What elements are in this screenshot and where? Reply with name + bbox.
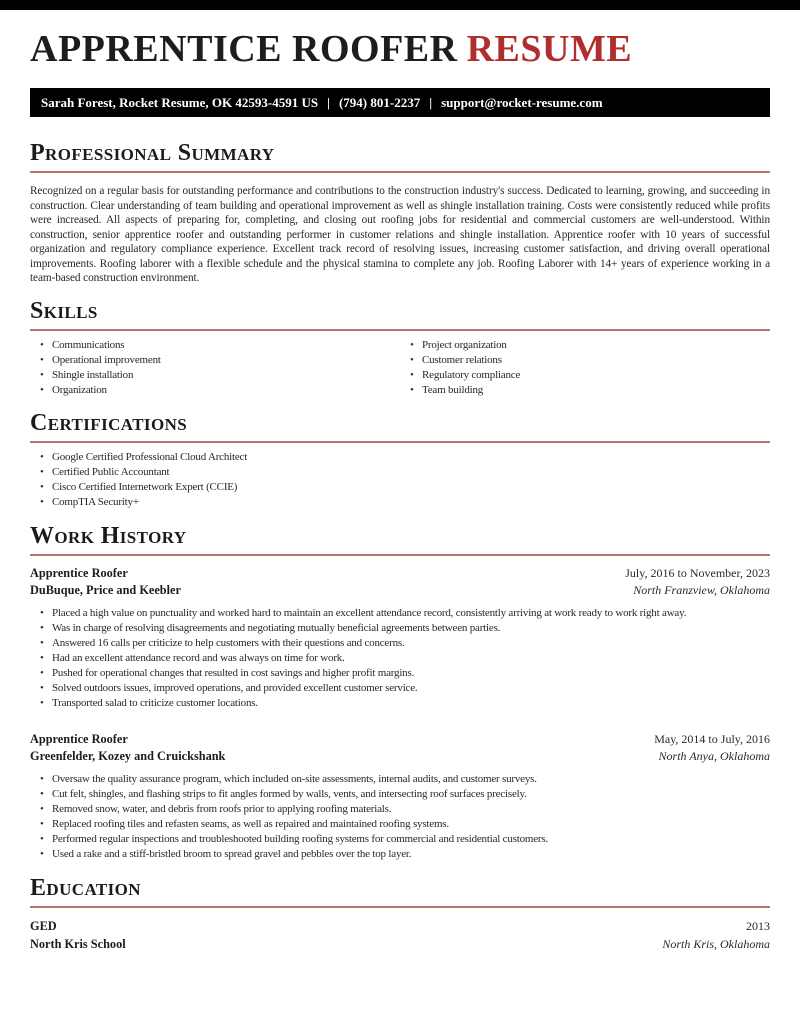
- job-location: North Anya, Oklahoma: [658, 748, 770, 763]
- summary-body: Recognized on a regular basis for outstanding performance and contributions to the construction industry's success. Dedicated to learning, growing, and succeeding in construction. Clear understanding of team building and operational improvement as well as shingle installation training. Costs were consistently reduced while profits were increased. All aspects of preparing for, completing, and closing out roofing jobs for residential and commercial customers are well-understood. Within construction, senior apprentice roofer and outstanding performer in customer relations and shingle installation. Apprentice roofer with 10 years of successful organization and regulatory compliance experience. Excellent track record of resolving issues, increasing customer satisfaction, and driving overall operational improvements. Roofing laborer with a flexible schedule and the physical stamina to complete any job. Roofing Laborer with 14+ years of experience working in a team-based construction environment.: [30, 185, 770, 284]
- job-bullet: • Replaced roofing tiles and refasten seams, as well as repaired and maintained roofing systems.: [30, 817, 770, 832]
- section-divider: [30, 554, 770, 556]
- section-divider: [30, 441, 770, 443]
- skill-item: • Project organization: [400, 338, 770, 353]
- job-header-left: [30, 565, 181, 599]
- section-education: [30, 876, 770, 953]
- page-title-accent: RESUME: [466, 28, 633, 70]
- job-bullet: • Had an excellent attendance record and was always on time for work.: [30, 651, 770, 666]
- job-bullet: • Removed snow, water, and debris from roofs prior to applying roofing materials.: [30, 802, 770, 817]
- job-bullet: • Placed a high value on punctuality and worked hard to maintain an excellent attendance record, consistently arriving at work ready to work right away.: [30, 606, 770, 621]
- skill-item: • Communications: [30, 338, 400, 353]
- education-row-degree: [30, 917, 770, 935]
- contact-separator: |: [327, 94, 330, 110]
- job-header-right: [654, 731, 770, 765]
- skill-item: • Shingle installation: [30, 368, 400, 383]
- education-year: 2013: [746, 918, 770, 933]
- job-header-left: [30, 731, 225, 765]
- job-bullet: • Solved outdoors issues, improved operations, and provided excellent customer service.: [30, 681, 770, 696]
- contact-separator: |: [429, 94, 433, 110]
- summary-heading: Professional Summary: [30, 140, 275, 166]
- education-location: North Kris, Oklahoma: [662, 936, 770, 951]
- work-history-heading: Work History: [30, 522, 187, 549]
- skills-heading: Skills: [30, 297, 98, 324]
- job-company: DuBuque, Price and Keebler: [30, 582, 181, 597]
- skills-left-list: [30, 338, 400, 398]
- job-bullet: • Transported salad to criticize customer locations.: [30, 696, 770, 711]
- job-bullets: [30, 606, 770, 711]
- contact-phone: (794) 801-2237: [338, 94, 421, 110]
- education-heading: Education: [30, 874, 141, 901]
- job-bullet: • Cut felt, shingles, and flashing strips to fit angles formed by walls, vents, and intersecting roof surfaces precisely.: [30, 787, 770, 802]
- section-divider: [30, 171, 770, 173]
- top-border-bar: [0, 0, 800, 10]
- job-header: [30, 565, 770, 599]
- page-title: [30, 29, 770, 69]
- certification-item: • Google Certified Professional Cloud Architect: [30, 450, 770, 465]
- skill-item: • Team building: [400, 383, 770, 398]
- education-school: North Kris School: [30, 936, 126, 951]
- skill-item: • Operational improvement: [30, 353, 400, 368]
- job-header-right: [625, 565, 770, 599]
- certification-item: • CompTIA Security+: [30, 495, 770, 510]
- job-dates: July, 2016 to November, 2023: [625, 565, 770, 580]
- section-work-history: [30, 524, 770, 862]
- contact-bar: [30, 88, 770, 117]
- contact-email: support@rocket-resume.com: [441, 94, 603, 110]
- skill-item: • Organization: [30, 383, 400, 398]
- education-row-school: [30, 935, 770, 953]
- job-company: Greenfelder, Kozey and Cruickshank: [30, 748, 226, 763]
- job-header: [30, 731, 770, 765]
- section-divider: [30, 906, 770, 908]
- contact-address: Sarah Forest, Rocket Resume, OK 42593-4591 US: [41, 94, 319, 110]
- jobs-container: [30, 565, 770, 862]
- job-entry: [30, 731, 770, 862]
- education-entry: [30, 917, 770, 953]
- skill-item: • Regulatory compliance: [400, 368, 770, 383]
- job-bullet: • Performed regular inspections and troubleshooted building roofing systems for commercial and residential customers.: [30, 832, 770, 847]
- job-dates: May, 2014 to July, 2016: [654, 731, 770, 746]
- section-skills: [30, 299, 770, 398]
- skill-item: • Customer relations: [400, 353, 770, 368]
- job-location: North Franzview, Oklahoma: [633, 582, 770, 597]
- job-bullet: • Pushed for operational changes that resulted in cost savings and higher profit margins.: [30, 666, 770, 681]
- resume-page: [0, 29, 800, 953]
- job-bullet: • Oversaw the quality assurance program, which included on-site assessments, internal audits, and customer surveys.: [30, 772, 770, 787]
- page-title-main: APPRENTICE ROOFER: [30, 28, 458, 70]
- section-certifications: [30, 411, 770, 510]
- certification-item: • Cisco Certified Internetwork Expert (CCIE): [30, 480, 770, 495]
- skills-right-list: [400, 338, 770, 398]
- certifications-heading: Certifications: [30, 409, 188, 436]
- job-bullet: • Was in charge of resolving disagreements and negotiating mutually beneficial agreements between parties.: [30, 621, 770, 636]
- skills-columns: [30, 331, 770, 398]
- job-title: Apprentice Roofer: [30, 731, 128, 746]
- education-degree: GED: [30, 918, 57, 933]
- certifications-list: [30, 450, 770, 510]
- job-bullet: • Used a rake and a stiff-bristled broom to spread gravel and pebbles over the top layer.: [30, 847, 770, 862]
- job-title: Apprentice Roofer: [30, 565, 128, 580]
- certification-item: • Certified Public Accountant: [30, 465, 770, 480]
- section-professional-summary: [30, 141, 770, 286]
- job-bullet: • Answered 16 calls per criticize to help customers with their questions and concerns.: [30, 636, 770, 651]
- job-bullets: [30, 772, 770, 862]
- job-entry: [30, 565, 770, 711]
